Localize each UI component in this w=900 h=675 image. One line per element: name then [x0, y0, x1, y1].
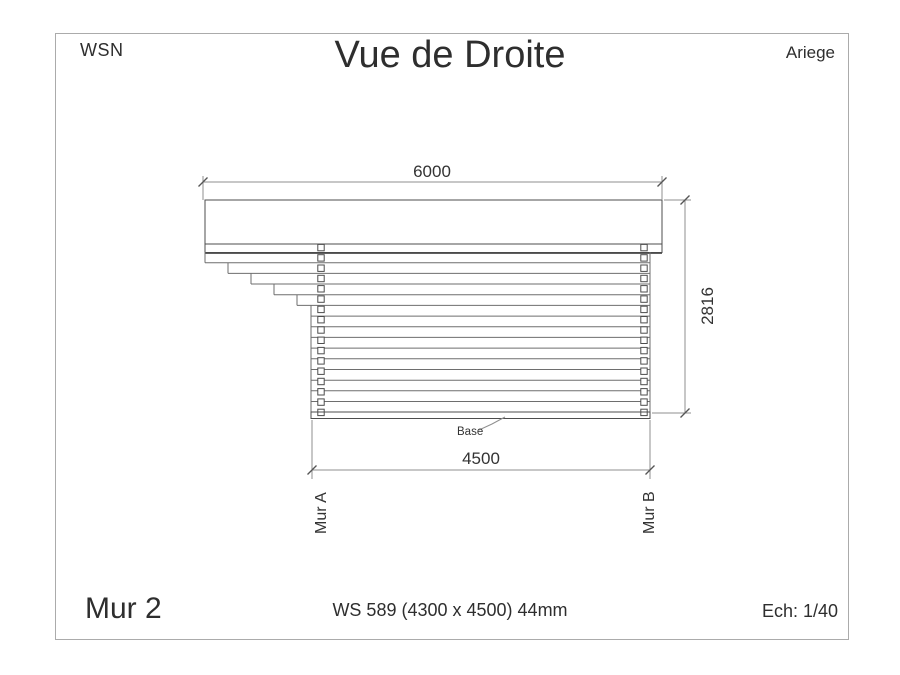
dim-label-6000: 6000 [413, 162, 451, 181]
dim-label-2816: 2816 [698, 287, 717, 325]
connector-square [641, 399, 647, 405]
connector-square [641, 275, 647, 281]
connector-square [318, 275, 324, 281]
connector-square [318, 368, 324, 374]
connector-square [641, 255, 647, 261]
log-connectors [318, 244, 647, 415]
scale-label: Ech: 1/40 [761, 601, 838, 621]
connector-square [318, 337, 324, 343]
connector-square [318, 244, 324, 250]
roof-panel [205, 200, 662, 244]
dim-label-4500: 4500 [462, 449, 500, 468]
connector-square [641, 327, 647, 333]
roof-section [205, 200, 662, 253]
connector-square [318, 327, 324, 333]
connector-square [318, 389, 324, 395]
base-label: Base [457, 426, 484, 438]
connector-square [318, 317, 324, 323]
wall-a-label: Mur A [313, 492, 330, 534]
connector-square [641, 378, 647, 384]
page-title: Vue de Droite [334, 34, 566, 76]
connector-square [641, 317, 647, 323]
connector-square [641, 286, 647, 292]
company-code: WSN [80, 40, 124, 60]
connector-square [641, 296, 647, 302]
connector-square [641, 347, 647, 353]
connector-square [641, 337, 647, 343]
connector-square [318, 306, 324, 312]
connector-square [318, 347, 324, 353]
connector-square [318, 378, 324, 384]
connector-square [641, 358, 647, 364]
wall-planks [205, 252, 650, 419]
connector-square [641, 265, 647, 271]
connector-square [641, 244, 647, 250]
product-reference: WS 589 (4300 x 4500) 44mm [332, 600, 568, 620]
base-band [311, 412, 650, 419]
connector-square [318, 255, 324, 261]
connector-square [318, 265, 324, 271]
connector-square [318, 286, 324, 292]
connector-square [318, 358, 324, 364]
wall-name: Mur 2 [85, 592, 162, 625]
roof-fascia [205, 244, 662, 253]
connector-square [318, 296, 324, 302]
connector-square [318, 399, 324, 405]
connector-square [641, 389, 647, 395]
connector-square [641, 306, 647, 312]
region-label: Ariege [785, 43, 835, 62]
connector-square [641, 368, 647, 374]
wall-b-label: Mur B [641, 491, 658, 534]
